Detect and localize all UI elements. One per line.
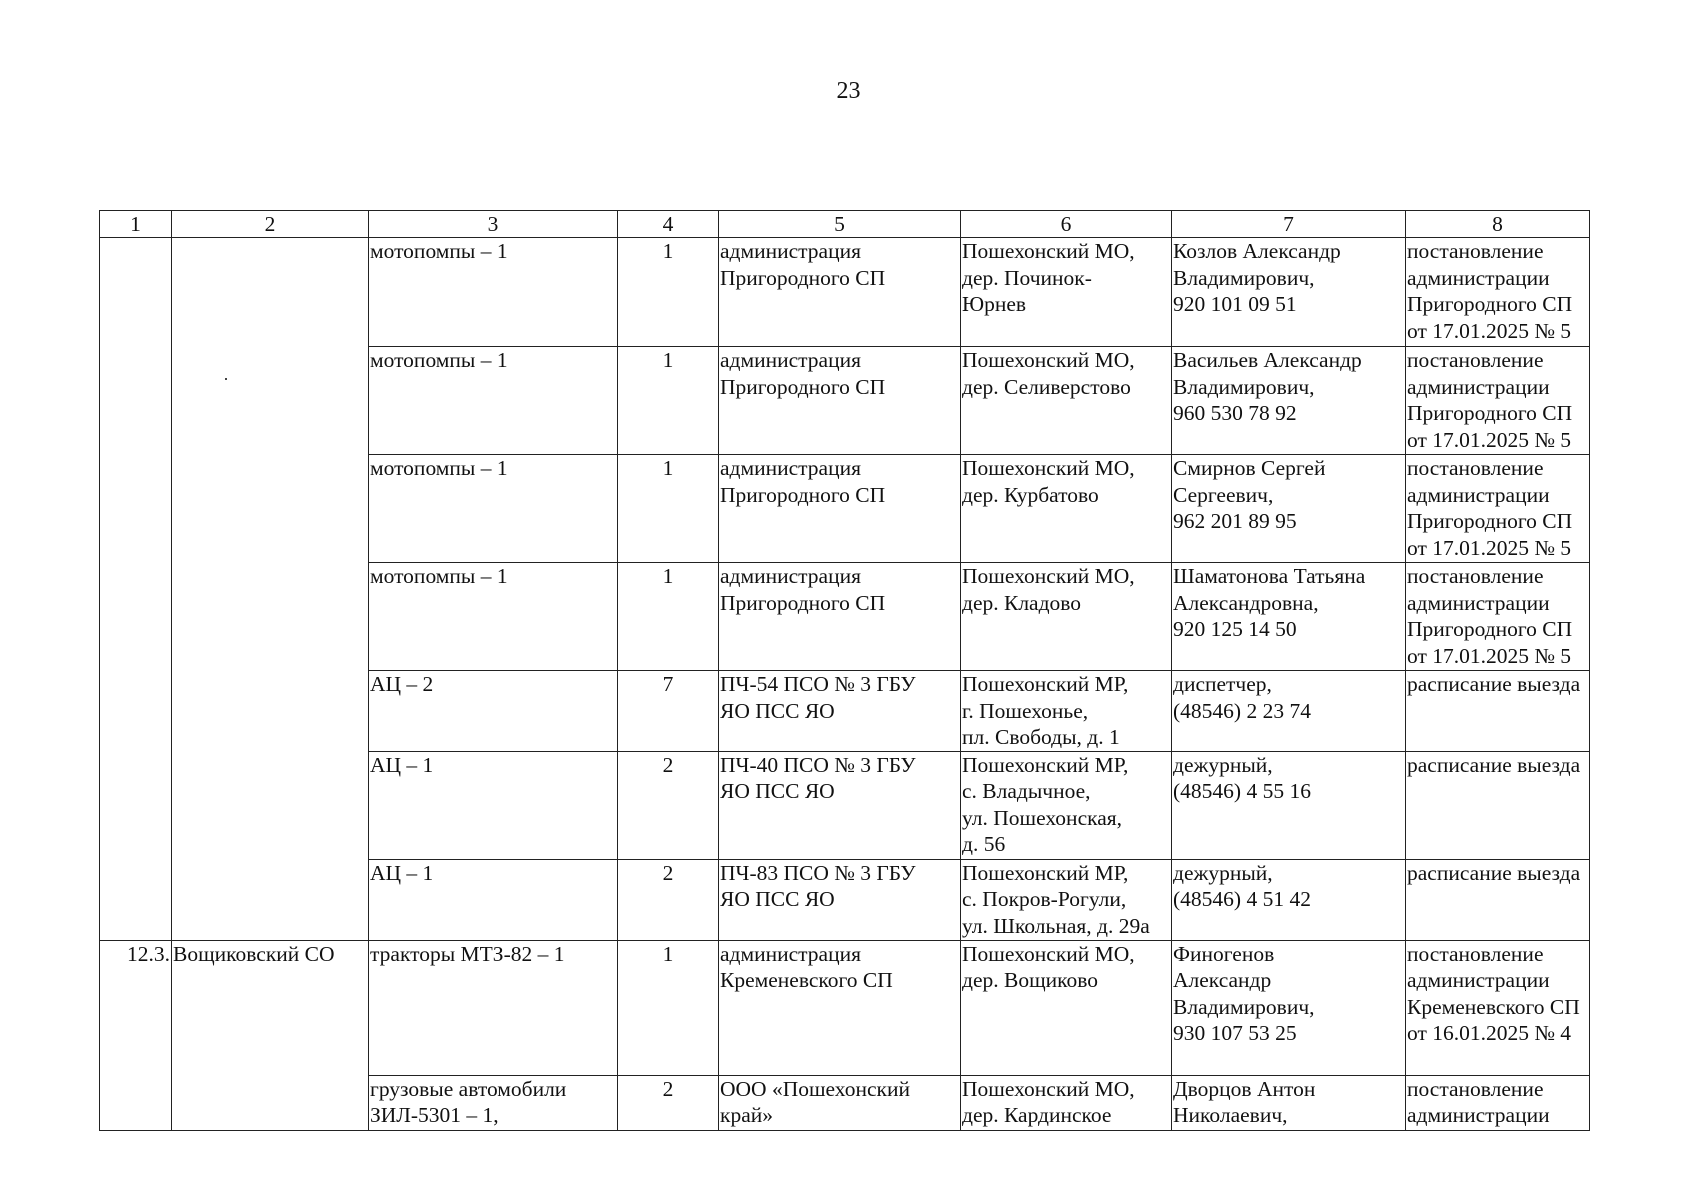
location-cell: Пошехонский МО, дер. Вощиково bbox=[961, 940, 1172, 1075]
owner-cell: администрация Пригородного СП bbox=[719, 347, 961, 455]
unit-cell-empty bbox=[172, 238, 369, 941]
owner-cell: ПЧ-40 ПСО № 3 ГБУ ЯО ПСС ЯО bbox=[719, 751, 961, 859]
owner-cell: администрация Пригородного СП bbox=[719, 563, 961, 671]
count-cell: 1 bbox=[618, 455, 719, 563]
index-cell: 12.3. bbox=[100, 940, 172, 1130]
count-cell: 1 bbox=[618, 347, 719, 455]
contact-cell: Козлов Александр Владимирович, 920 101 09 51 bbox=[1172, 238, 1406, 347]
equipment-cell: тракторы МТЗ-82 – 1 bbox=[369, 940, 618, 1075]
column-header: 3 bbox=[369, 211, 618, 238]
equipment-cell: мотопомпы – 1 bbox=[369, 347, 618, 455]
contact-cell: Васильев Александр Владимирович, 960 530 78 92 bbox=[1172, 347, 1406, 455]
owner-cell: ПЧ-54 ПСО № 3 ГБУ ЯО ПСС ЯО bbox=[719, 671, 961, 752]
equipment-cell: мотопомпы – 1 bbox=[369, 563, 618, 671]
location-cell: Пошехонский МО, дер. Починок- Юрнев bbox=[961, 238, 1172, 347]
column-header: 4 bbox=[618, 211, 719, 238]
contact-cell: Финогенов Александр Владимирович, 930 107 53 25 bbox=[1172, 940, 1406, 1075]
column-header: 5 bbox=[719, 211, 961, 238]
count-cell: 1 bbox=[618, 940, 719, 1075]
contact-cell: Шаматонова Татьяна Александровна, 920 125 14 50 bbox=[1172, 563, 1406, 671]
scan-speck bbox=[225, 378, 227, 380]
owner-cell: администрация Кременевского СП bbox=[719, 940, 961, 1075]
owner-cell: администрация Пригородного СП bbox=[719, 238, 961, 347]
basis-cell: постановление администрации Кременевского СП от 16.01.2025 № 4 bbox=[1406, 940, 1590, 1075]
location-cell: Пошехонский МО, дер. Курбатово bbox=[961, 455, 1172, 563]
owner-cell: ПЧ-83 ПСО № 3 ГБУ ЯО ПСС ЯО bbox=[719, 859, 961, 940]
basis-cell: постановление администрации Пригородного СП от 17.01.2025 № 5 bbox=[1406, 455, 1590, 563]
basis-cell: постановление администрации Пригородного СП от 17.01.2025 № 5 bbox=[1406, 238, 1590, 347]
table-header-row bbox=[100, 211, 1590, 238]
basis-cell: расписание выезда bbox=[1406, 859, 1590, 940]
owner-cell: администрация Пригородного СП bbox=[719, 455, 961, 563]
count-cell: 2 bbox=[618, 1075, 719, 1130]
location-cell: Пошехонский МР, с. Покров-Рогули, ул. Школьная, д. 29а bbox=[961, 859, 1172, 940]
contact-cell: дежурный, (48546) 4 55 16 bbox=[1172, 751, 1406, 859]
basis-cell: расписание выезда bbox=[1406, 671, 1590, 752]
basis-cell: постановление администрации Пригородного СП от 17.01.2025 № 5 bbox=[1406, 347, 1590, 455]
index-cell-empty bbox=[100, 238, 172, 941]
page-number: 23 bbox=[836, 78, 861, 104]
location-cell: Пошехонский МР, г. Пошехонье, пл. Свободы, д. 1 bbox=[961, 671, 1172, 752]
contact-cell: дежурный, (48546) 4 51 42 bbox=[1172, 859, 1406, 940]
equipment-cell: грузовые автомобили ЗИЛ-5301 – 1, bbox=[369, 1075, 618, 1130]
count-cell: 2 bbox=[618, 751, 719, 859]
count-cell: 1 bbox=[618, 563, 719, 671]
table-row bbox=[100, 238, 1590, 347]
equipment-cell: АЦ – 2 bbox=[369, 671, 618, 752]
unit-cell: Вощиковский СО bbox=[172, 940, 369, 1130]
owner-cell: ООО «Пошехонский край» bbox=[719, 1075, 961, 1130]
column-header: 1 bbox=[100, 211, 172, 238]
contact-cell: диспетчер, (48546) 2 23 74 bbox=[1172, 671, 1406, 752]
column-header: 6 bbox=[961, 211, 1172, 238]
contact-cell: Смирнов Сергей Сергеевич, 962 201 89 95 bbox=[1172, 455, 1406, 563]
contact-cell: Дворцов Антон Николаевич, bbox=[1172, 1075, 1406, 1130]
equipment-cell: АЦ – 1 bbox=[369, 859, 618, 940]
basis-cell: постановление администрации Пригородного СП от 17.01.2025 № 5 bbox=[1406, 563, 1590, 671]
column-header: 2 bbox=[172, 211, 369, 238]
basis-cell: расписание выезда bbox=[1406, 751, 1590, 859]
column-header: 7 bbox=[1172, 211, 1406, 238]
basis-cell: постановление администрации bbox=[1406, 1075, 1590, 1130]
location-cell: Пошехонский МО, дер. Селиверстово bbox=[961, 347, 1172, 455]
location-cell: Пошехонский МО, дер. Кладово bbox=[961, 563, 1172, 671]
equipment-table bbox=[99, 210, 1590, 1131]
location-cell: Пошехонский МО, дер. Кардинское bbox=[961, 1075, 1172, 1130]
column-header: 8 bbox=[1406, 211, 1590, 238]
count-cell: 7 bbox=[618, 671, 719, 752]
count-cell: 1 bbox=[618, 238, 719, 347]
table-row bbox=[100, 940, 1590, 1075]
equipment-cell: мотопомпы – 1 bbox=[369, 455, 618, 563]
equipment-cell: АЦ – 1 bbox=[369, 751, 618, 859]
equipment-cell: мотопомпы – 1 bbox=[369, 238, 618, 347]
count-cell: 2 bbox=[618, 859, 719, 940]
location-cell: Пошехонский МР, с. Владычное, ул. Пошехонская, д. 56 bbox=[961, 751, 1172, 859]
